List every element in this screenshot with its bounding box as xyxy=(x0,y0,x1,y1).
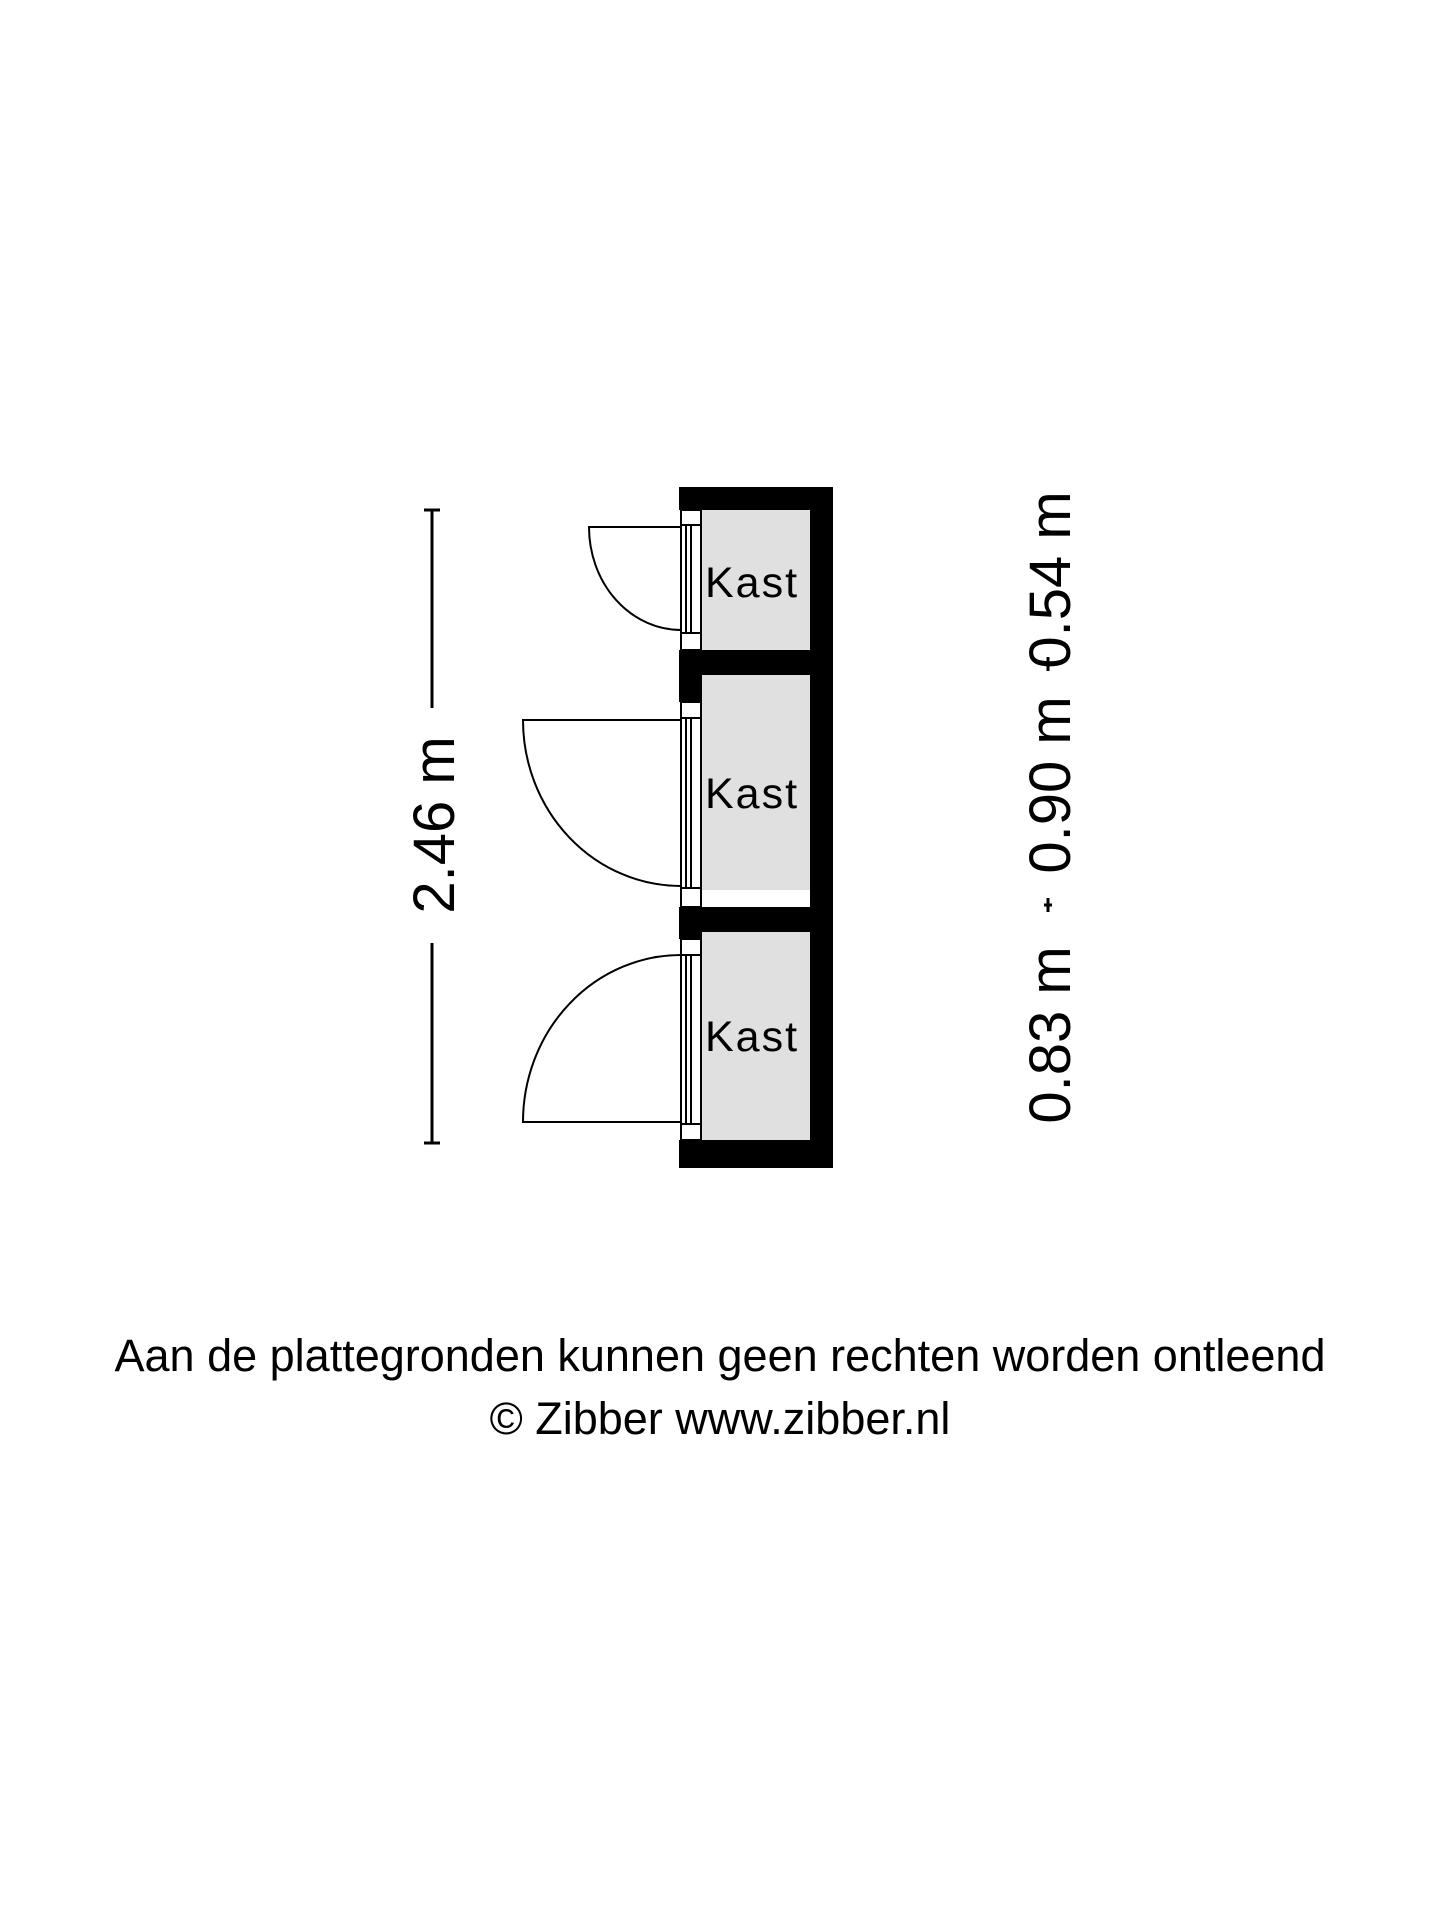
wall-top xyxy=(679,487,833,510)
dimension-label-top: 0.54 m xyxy=(1018,491,1083,669)
room-label-bottom: Kast xyxy=(705,1013,800,1061)
wall-left-divider-upper xyxy=(679,650,702,702)
wall-left-divider-lower xyxy=(679,907,702,939)
wall-right xyxy=(810,487,833,1168)
door-swing-top xyxy=(589,527,681,630)
wall-left-bottom-stub xyxy=(679,1140,689,1168)
room-label-top: Kast xyxy=(705,559,800,607)
dimension-label-middle: 0.90 m xyxy=(1018,696,1083,874)
wall-left-top-stub xyxy=(679,487,689,510)
copyright-text: © Zibber www.zibber.nl xyxy=(489,1393,951,1444)
wall-divider-lower xyxy=(679,907,833,932)
door-swings xyxy=(523,527,681,1122)
room-label-middle: Kast xyxy=(705,770,800,818)
dimension-label-total: 2.46 m xyxy=(402,736,467,914)
wall-bottom xyxy=(679,1140,833,1168)
door-swing-middle xyxy=(523,720,681,886)
dimension-label-bottom: 0.83 m xyxy=(1018,946,1083,1124)
disclaimer-text: Aan de plattegronden kunnen geen rechten worden ontleend xyxy=(114,1330,1326,1381)
wall-divider-upper xyxy=(679,650,833,675)
door-swing-bottom xyxy=(523,955,681,1122)
